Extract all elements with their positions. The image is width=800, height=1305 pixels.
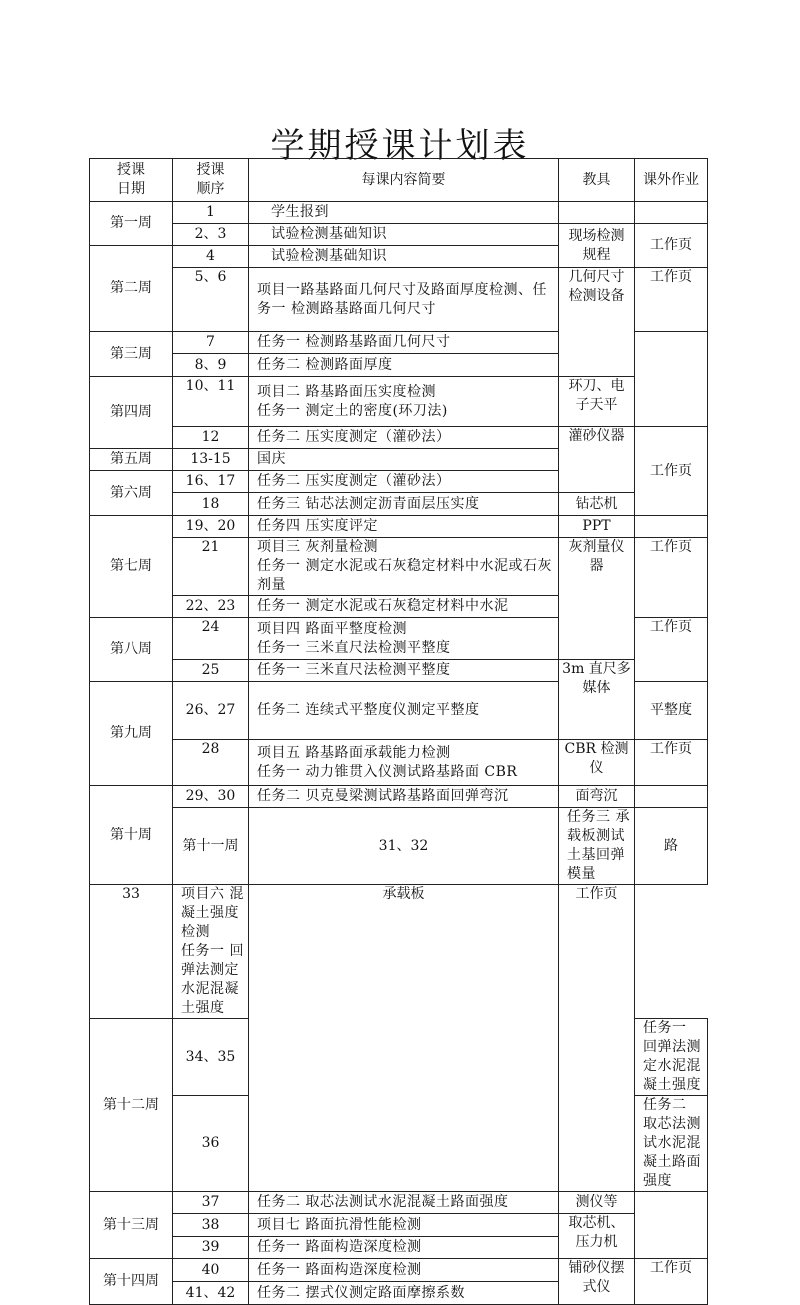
header-row <box>90 159 708 202</box>
homework-cell: 工作页 <box>635 268 708 332</box>
order-cell: 25 <box>173 660 249 682</box>
content-cell: 任务二 贝克曼梁测试路基路面回弹弯沉 <box>249 786 559 808</box>
tools-cell: PPT <box>559 516 635 538</box>
week-cell: 第二周 <box>90 246 173 332</box>
tools-cell: 铺砂仪摆式仪 <box>559 1259 635 1305</box>
content-cell: 任务二 压实度测定（灌砂法） <box>249 471 559 493</box>
content-cell: 任务一 三米直尺法检测平整度 <box>249 660 559 682</box>
tools-cell: 灰剂量仪器 <box>559 538 635 660</box>
content-cell: 项目六 混凝土强度检测 任务一 回弹法测定水泥混凝土强度 <box>173 885 249 1019</box>
content-cell: 任务一 路面构造深度检测 <box>249 1237 559 1259</box>
order-cell: 24 <box>173 618 249 660</box>
homework-cell <box>635 786 708 808</box>
week-cell: 第十二周 <box>90 1019 173 1192</box>
tools-cell: 钻芯机 <box>559 493 635 516</box>
table-row <box>90 786 708 808</box>
order-cell: 22、23 <box>173 596 249 618</box>
page-title: 学期授课计划表 <box>270 126 530 166</box>
table-row <box>90 268 708 332</box>
order-cell: 4 <box>173 246 249 268</box>
order-cell: 13-15 <box>173 449 249 471</box>
header-date: 授课 日期 <box>90 159 173 202</box>
order-cell: 10、11 <box>173 377 249 427</box>
content-cell: 项目四 路面平整度检测 任务一 三米直尺法检测平整度 <box>249 618 559 660</box>
order-cell: 5、6 <box>173 268 249 332</box>
header-homework: 课外作业 <box>635 159 708 202</box>
content-cell: 任务三 钻芯法测定沥青面层压实度 <box>249 493 559 516</box>
content-cell: 任务二 连续式平整度仪测定平整度 <box>249 682 559 740</box>
table-row <box>90 1192 708 1214</box>
table-row <box>90 538 708 596</box>
table-row <box>90 1259 708 1282</box>
tools-cell: 路 <box>635 808 708 885</box>
order-cell: 34、35 <box>173 1019 249 1096</box>
homework-cell <box>635 1192 708 1259</box>
week-cell: 第十四周 <box>90 1259 173 1305</box>
homework-cell <box>635 332 708 427</box>
content-cell: 国庆 <box>249 449 559 471</box>
content-cell: 项目三 灰剂量检测 任务一 测定水泥或石灰稳定材料中水泥或石灰剂量 <box>249 538 559 596</box>
tools-cell: 平整度 <box>635 682 708 740</box>
order-cell: 8、9 <box>173 354 249 377</box>
content-cell: 任务二 压实度测定（灌砂法） <box>249 427 559 449</box>
homework-cell: 工作页 <box>635 538 708 618</box>
header-order: 授课 顺序 <box>173 159 249 202</box>
content-cell: 项目五 路基路面承载能力检测 任务一 动力锥贯入仪测试路基路面 CBR <box>249 740 559 786</box>
content-cell: 任务一 路面构造深度检测 <box>249 1259 559 1282</box>
content-cell: 项目二 路基路面压实度检测 任务一 测定土的密度(环刀法) <box>249 377 559 427</box>
content-cell: 项目七 路面抗滑性能检测 <box>249 1214 559 1237</box>
week-cell: 第八周 <box>90 618 173 682</box>
tools-cell: 面弯沉 <box>559 786 635 808</box>
content-cell: 任务一 检测路基路面几何尺寸 <box>249 332 559 354</box>
tools-cell: 取芯机、压力机 <box>559 1214 635 1259</box>
tools-cell: 灌砂仪器 <box>559 427 635 493</box>
order-cell: 39 <box>173 1237 249 1259</box>
table-row <box>90 516 708 538</box>
homework-cell <box>635 516 708 538</box>
content-cell: 任务二 取芯法测试水泥混凝土路面强度 <box>249 1192 559 1214</box>
schedule-table <box>89 158 708 1305</box>
week-cell: 第六周 <box>90 471 173 516</box>
order-cell: 36 <box>173 1096 249 1192</box>
order-cell: 2、3 <box>173 224 249 246</box>
content-cell: 任务四 压实度评定 <box>249 516 559 538</box>
week-cell: 第十一周 <box>173 808 249 885</box>
order-cell: 33 <box>90 885 173 1019</box>
homework-cell: 工作页 <box>559 885 635 1192</box>
tools-cell: 承载板 <box>249 885 559 1192</box>
week-cell: 第十三周 <box>90 1192 173 1259</box>
content-cell: 学生报到 <box>249 202 559 224</box>
table-row <box>90 493 708 516</box>
order-cell: 28 <box>173 740 249 786</box>
content-cell: 任务一 回弹法测定水泥混凝土强度 <box>635 1019 708 1096</box>
homework-cell: 工作页 <box>635 1259 708 1305</box>
order-cell: 29、30 <box>173 786 249 808</box>
tools-cell <box>559 202 635 224</box>
content-cell: 试验检测基础知识 <box>249 224 559 246</box>
content-cell: 项目一路基路面几何尺寸及路面厚度检测、任务一 检测路基路面几何尺寸 <box>249 268 559 332</box>
table-row <box>90 660 708 682</box>
tools-cell: 现场检测规程 <box>559 224 635 268</box>
tools-cell: CBR 检测仪 <box>559 740 635 786</box>
week-cell: 第四周 <box>90 377 173 449</box>
week-cell: 第九周 <box>90 682 173 786</box>
order-cell: 37 <box>173 1192 249 1214</box>
week-cell: 第三周 <box>90 332 173 377</box>
table-row <box>90 377 708 427</box>
order-cell: 18 <box>173 493 249 516</box>
order-cell: 40 <box>173 1259 249 1282</box>
homework-cell: 工作页 <box>635 427 708 516</box>
header-content: 每课内容简要 <box>249 159 559 202</box>
content-cell: 试验检测基础知识 <box>249 246 559 268</box>
order-cell: 26、27 <box>173 682 249 740</box>
table-row <box>90 427 708 449</box>
order-cell: 1 <box>173 202 249 224</box>
content-cell: 任务一 测定水泥或石灰稳定材料中水泥 <box>249 596 559 618</box>
homework-cell: 工作页 <box>635 618 708 682</box>
week-cell: 第十周 <box>90 786 173 885</box>
order-cell: 16、17 <box>173 471 249 493</box>
order-cell: 31、32 <box>249 808 559 885</box>
table-row <box>90 740 708 786</box>
content-cell: 任务二 检测路面厚度 <box>249 354 559 377</box>
homework-cell: 工作页 <box>635 740 708 786</box>
week-cell: 第七周 <box>90 516 173 618</box>
order-cell: 41、42 <box>173 1282 249 1305</box>
tools-cell: 环刀、电子天平 <box>559 377 635 427</box>
header-tools: 教具 <box>559 159 635 202</box>
content-cell: 任务二 摆式仪测定路面摩擦系数 <box>249 1282 559 1305</box>
table-row <box>90 808 708 885</box>
table-row <box>90 885 708 1019</box>
order-cell: 38 <box>173 1214 249 1237</box>
table-row <box>90 1214 708 1237</box>
order-cell: 19、20 <box>173 516 249 538</box>
table-row <box>90 224 708 246</box>
week-cell: 第五周 <box>90 449 173 471</box>
table-row <box>90 202 708 224</box>
content-cell: 任务二 取芯法测试水泥混凝土路面强度 <box>635 1096 708 1192</box>
tools-cell: 3m 直尺多媒体 <box>559 660 635 740</box>
homework-cell: 工作页 <box>635 224 708 268</box>
order-cell: 21 <box>173 538 249 596</box>
homework-cell <box>635 202 708 224</box>
order-cell: 7 <box>173 332 249 354</box>
tools-cell: 测仪等 <box>559 1192 635 1214</box>
tools-cell: 几何尺寸检测设备 <box>559 268 635 377</box>
content-cell: 任务三 承载板测试土基回弹模量 <box>559 808 635 885</box>
order-cell: 12 <box>173 427 249 449</box>
week-cell: 第一周 <box>90 202 173 246</box>
